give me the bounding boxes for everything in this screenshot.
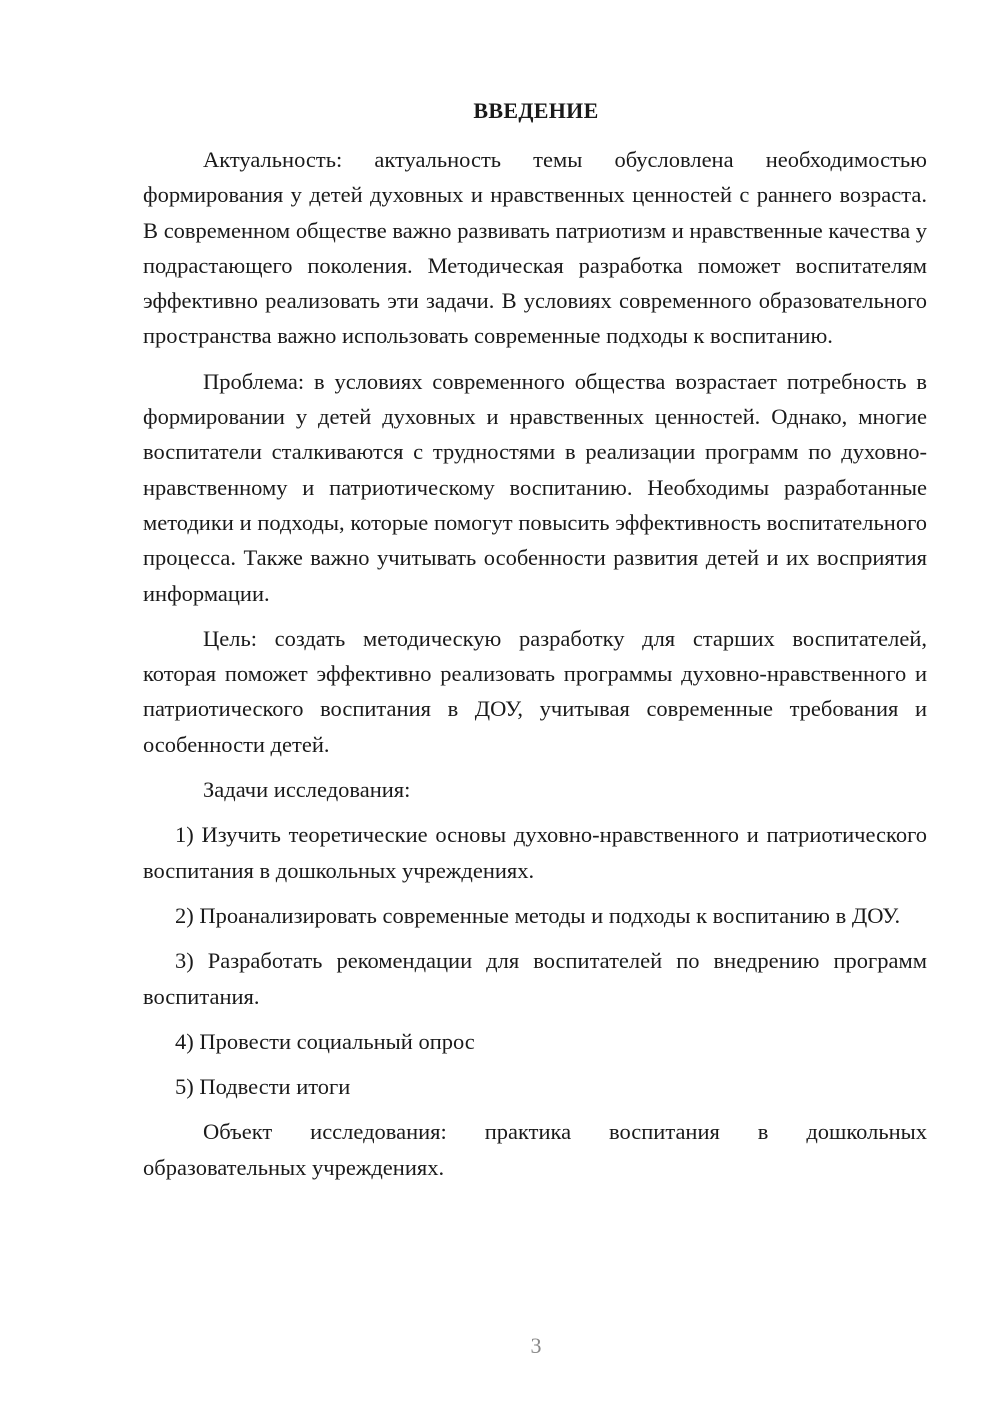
- paragraph-relevance: Актуальность: актуальность темы обусловлена необходимостью формирования у детей духовных и нравственных ценностей с раннего возраста. В современном обществе важно развивать патриотизм и нравственные качества у подрастающего поколения. Методическая разработка поможет воспитателям эффективно реализовать эти задачи. В условиях современного образовательного пространства важно использовать современные подходы к воспитанию.: [143, 147, 927, 349]
- task-item-3: 3) Разработать рекомендации для воспитателей по внедрению программ воспитания.: [143, 948, 927, 1009]
- task-item-5: 5) Подвести итоги: [175, 1074, 351, 1100]
- paragraph-goal: Цель: создать методическую разработку для старших воспитателей, которая поможет эффективно реализовать программы духовно-нравственного и патриотического воспитания в ДОУ, учитывая современные требования и особенности детей.: [143, 625, 927, 757]
- task-item-4: 4) Провести социальный опрос: [175, 1028, 475, 1054]
- page-title: ВВЕДЕНИЕ: [473, 98, 599, 123]
- body-text: [143, 142, 927, 1185]
- paragraph-problem: Проблема: в условиях современного общества возрастает потребность в формировании у детей духовных и нравственных ценностей. Однако, многие воспитатели сталкиваются с трудностями в реализации программ по духовно-нравственному и патриотическому воспитанию. Необходимы разработанные методики и подходы, которые помогут повысить эффективность воспитательного процесса. Также важно учитывать особенности развития детей и их восприятия информации.: [143, 368, 927, 606]
- page-number: 3: [530, 1333, 542, 1358]
- paragraph-tasks-heading: Задачи исследования:: [203, 777, 411, 803]
- task-item-2: 2) Проанализировать современные методы и подходы к воспитанию в ДОУ.: [175, 902, 901, 928]
- paragraph-object: Объект исследования: практика воспитания в дошкольных образовательных учреждениях.: [143, 1119, 927, 1180]
- task-item-1: 1) Изучить теоретические основы духовно-нравственного и патриотического воспитания в дошкольных учреждениях.: [143, 822, 927, 883]
